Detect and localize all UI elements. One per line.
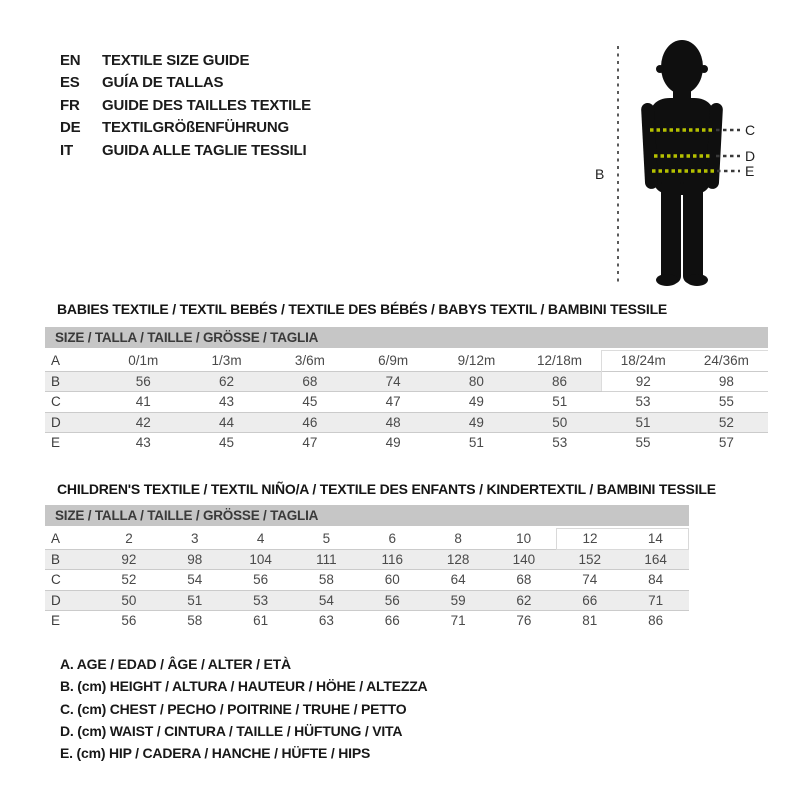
- size-value-cell: 116: [359, 549, 425, 570]
- size-value-cell: 68: [268, 371, 351, 392]
- row-label: E: [51, 613, 61, 629]
- size-value-cell: 51: [601, 412, 684, 433]
- children-section-title: CHILDREN'S TEXTILE / TEXTIL NIÑO/A / TEXTILE DES ENFANTS / KINDERTEXTIL / BAMBINI TESSILE: [57, 481, 716, 497]
- size-value-cell: 152: [557, 549, 623, 570]
- size-value-cell: 14: [623, 529, 689, 550]
- size-value-cell: 76: [516, 613, 532, 629]
- waist-label: D: [745, 148, 756, 164]
- height-label: B: [595, 166, 605, 182]
- size-value-cell: 80: [435, 371, 518, 392]
- table-row: [45, 529, 689, 550]
- size-value-cell: 3/6m: [294, 353, 325, 368]
- list-item: [60, 72, 311, 94]
- row-label: B: [45, 371, 102, 392]
- size-value-cell: 61: [253, 613, 269, 629]
- row-label: D: [45, 590, 96, 611]
- language-code: ES: [60, 74, 80, 92]
- size-value-cell: 12: [557, 529, 623, 550]
- table-row: [45, 570, 689, 591]
- legend-item: A. AGE / EDAD / ÂGE / ALTER / ETÀ: [60, 656, 291, 672]
- child-body-silhouette: [641, 40, 723, 286]
- row-label: D: [45, 412, 102, 433]
- language-title: GUIDE DES TAILLES TEXTILE: [102, 96, 311, 114]
- size-value-cell: 6/9m: [378, 353, 409, 368]
- list-item: [60, 117, 311, 139]
- size-value-cell: 46: [268, 412, 351, 433]
- table-row: [45, 611, 689, 631]
- size-value-cell: 51: [162, 590, 228, 611]
- size-value-cell: 86: [648, 613, 664, 629]
- legend-item: B. (cm) HEIGHT / ALTURA / HAUTEUR / HÖHE / ALTEZZA: [60, 678, 428, 695]
- babies-size-table: [45, 327, 768, 453]
- size-value-cell: 24/36m: [685, 351, 768, 372]
- size-value-cell: 56: [102, 371, 185, 392]
- size-value-cell: 164: [623, 549, 689, 570]
- language-code: EN: [60, 52, 81, 69]
- child-silhouette-figure: [588, 28, 768, 294]
- size-value-cell: 42: [102, 412, 185, 433]
- row-label: A: [51, 353, 61, 368]
- size-value-cell: 49: [468, 394, 484, 410]
- size-value-cell: 86: [518, 371, 601, 392]
- size-value-cell: 62: [491, 590, 557, 611]
- children-size-table: [45, 505, 689, 631]
- size-value-cell: 49: [385, 435, 401, 451]
- table-row: [45, 351, 768, 372]
- size-value-cell: 54: [294, 590, 360, 611]
- language-title: TEXTILGRÖßENFÜHRUNG: [102, 119, 290, 137]
- size-value-cell: 81: [582, 613, 598, 629]
- size-value-cell: 2: [125, 531, 133, 546]
- size-value-cell: 47: [302, 435, 318, 451]
- size-value-cell: 49: [435, 412, 518, 433]
- row-label: A: [51, 531, 61, 546]
- table-row: [45, 371, 768, 392]
- size-value-cell: 51: [552, 394, 568, 410]
- size-value-cell: 45: [219, 435, 235, 451]
- size-value-cell: 50: [96, 590, 162, 611]
- list-item: [60, 140, 311, 162]
- size-value-cell: 9/12m: [457, 353, 496, 368]
- size-value-cell: 74: [352, 371, 435, 392]
- size-value-cell: 45: [302, 394, 318, 410]
- size-value-cell: 5: [322, 531, 331, 546]
- row-label: B: [45, 549, 96, 570]
- size-value-cell: 74: [582, 572, 598, 588]
- language-title: GUIDA ALLE TAGLIE TESSILI: [102, 141, 307, 159]
- size-value-cell: 41: [135, 394, 151, 410]
- size-value-cell: 55: [635, 435, 651, 451]
- size-value-cell: 71: [623, 590, 689, 611]
- size-value-cell: 54: [187, 572, 203, 588]
- size-value-cell: 50: [518, 412, 601, 433]
- row-label: E: [51, 435, 61, 451]
- list-item: [60, 50, 311, 72]
- row-label: C: [51, 572, 61, 588]
- language-code: FR: [60, 96, 80, 114]
- table-row: [45, 549, 689, 570]
- size-value-cell: 47: [385, 394, 401, 410]
- size-value-cell: 68: [516, 572, 532, 588]
- row-label: C: [51, 394, 61, 410]
- table-row: [45, 412, 768, 433]
- size-value-cell: 4: [256, 531, 265, 546]
- hip-label: E: [745, 163, 755, 179]
- size-value-cell: 55: [718, 394, 734, 410]
- babies-section-title: BABIES TEXTILE / TEXTIL BEBÉS / TEXTILE DES BÉBÉS / BABYS TEXTIL / BAMBINI TESSILE: [57, 301, 668, 317]
- size-value-cell: 52: [685, 412, 768, 433]
- size-value-cell: 71: [450, 613, 466, 629]
- table-header: SIZE / TALLA / TAILLE / GRÖSSE / TAGLIA: [45, 327, 768, 348]
- size-value-cell: 18/24m: [601, 351, 684, 372]
- size-value-cell: 92: [96, 549, 162, 570]
- size-value-cell: 56: [121, 613, 137, 629]
- measurement-legend: [60, 653, 427, 764]
- list-item: [60, 95, 311, 117]
- size-value-cell: 111: [294, 549, 360, 570]
- size-value-cell: 66: [557, 590, 623, 611]
- size-value-cell: 104: [228, 549, 294, 570]
- size-value-cell: 0/1m: [128, 353, 159, 368]
- size-value-cell: 56: [359, 590, 425, 611]
- size-value-cell: 62: [185, 371, 268, 392]
- table-row: [45, 392, 768, 413]
- size-value-cell: 140: [491, 549, 557, 570]
- size-value-cell: 12/18m: [536, 353, 582, 368]
- size-value-cell: 53: [552, 435, 568, 451]
- size-value-cell: 128: [425, 549, 491, 570]
- size-value-cell: 57: [718, 435, 734, 451]
- language-title: GUÍA DE TALLAS: [102, 74, 224, 92]
- size-value-cell: 43: [135, 435, 151, 451]
- size-value-cell: 92: [601, 371, 684, 392]
- size-value-cell: 53: [228, 590, 294, 611]
- size-value-cell: 56: [253, 572, 269, 588]
- size-value-cell: 98: [685, 371, 768, 392]
- table-row: [45, 433, 768, 453]
- size-value-cell: 44: [185, 412, 268, 433]
- size-value-cell: 51: [468, 435, 484, 451]
- table-row: [45, 590, 689, 611]
- size-value-cell: 84: [648, 572, 664, 588]
- size-value-cell: 60: [384, 572, 400, 588]
- size-value-cell: 59: [425, 590, 491, 611]
- size-value-cell: 52: [121, 572, 137, 588]
- size-value-cell: 58: [318, 572, 334, 588]
- size-value-cell: 64: [450, 572, 466, 588]
- size-value-cell: 66: [384, 613, 400, 629]
- table-header: SIZE / TALLA / TAILLE / GRÖSSE / TAGLIA: [45, 505, 689, 526]
- chest-label: C: [745, 122, 756, 138]
- legend-item: E. (cm) HIP / CADERA / HANCHE / HÜFTE / HIPS: [60, 745, 371, 762]
- size-value-cell: 1/3m: [211, 353, 242, 368]
- language-title-list: [60, 50, 311, 162]
- size-value-cell: 6: [388, 531, 397, 546]
- size-value-cell: 10: [516, 531, 532, 546]
- size-value-cell: 3: [191, 531, 199, 546]
- legend-item: D. (cm) WAIST / CINTURA / TAILLE / HÜFTUNG / VITA: [60, 722, 403, 739]
- size-value-cell: 98: [162, 549, 228, 570]
- language-code: DE: [60, 119, 81, 137]
- language-code: IT: [60, 141, 73, 159]
- size-value-cell: 43: [219, 394, 235, 410]
- size-value-cell: 53: [635, 394, 651, 410]
- language-title: TEXTILE SIZE GUIDE: [102, 52, 250, 69]
- size-value-cell: 63: [318, 613, 334, 629]
- size-value-cell: 8: [454, 531, 462, 546]
- legend-item: C. (cm) CHEST / PECHO / POITRINE / TRUHE / PETTO: [60, 700, 407, 717]
- size-value-cell: 48: [352, 412, 435, 433]
- size-value-cell: 58: [187, 613, 203, 629]
